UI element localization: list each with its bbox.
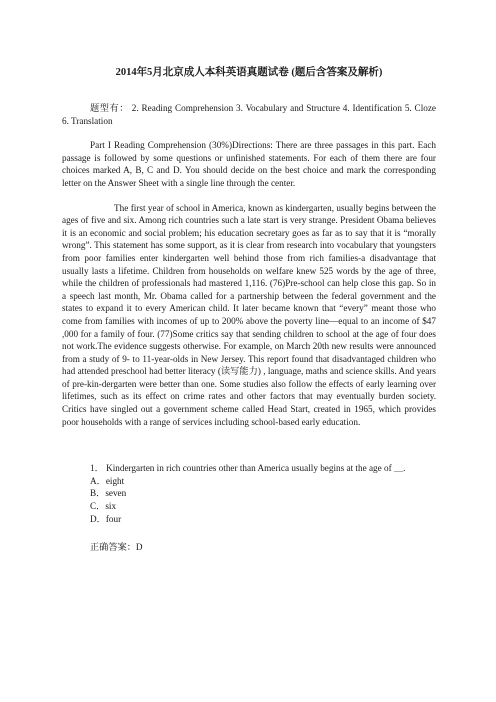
option-d: D．four [90,513,122,524]
question-stem [62,462,436,475]
correct-answer: 正确答案：D [90,542,143,553]
answer-options [90,475,436,525]
option-c: C．six [90,501,117,512]
document-title: 2014年5月北京成人本科英语真题试卷 (题后含答案及解析) [115,67,383,78]
option-a: A．eight [90,475,125,486]
question-types: 题型有： 2. Reading Comprehension 3. Vocabulary and Structure 4. Identification 5. Cloze 6. Translation [62,103,436,126]
question-1 [62,462,436,554]
question-number: 1． [90,463,104,474]
part1-directions: Part I Reading Comprehension (30%)Directions: There are three passages in this part. Each passage is followed by some questions or unfinished statements. For each of them there are four choices marked A, B, C and D. You should decide on the best choice and mark the corresponding letter on the Answer Sheet with a single line through the center. [62,140,436,188]
reading-passage: The first year of school in America, known as kindergarten, usually begins between the ages of five and six. Among rich countries such a late start is very strange. President Obama believes it is an economic and social problem; his education secretary goes as far as to say that it is “morally wrong”. This statement has some support, as it is clear from research into vocabulary that youngsters from poor families enter kindergarten well behind those from rich families-a disadvantage that usually lasts a lifetime. Children from households on welfare knew 525 words by the age of three, while the children of professionals had mastered 1,116. (76)Pre-school can help close this gap. So in a speech last month, Mr. Obama called for a partnership between the federal government and the states to expand it to every American child. It later became known that “every” meant those who come from families with incomes of up to 200% above the poverty line—equal to an income of $47 ,000 for a family of four. (77)Some critics say that sending children to school at the age of four does not work.The evidence suggests otherwise. For example, on March 20th new results were announced from a study of 9- to 11-year-olds in New Jersey. This report found that disadvantaged children who had attended preschool had better literacy (读写能力) , language, maths and science skills. And years of pre-kin-dergarten were better than one. Some studies also follow the effects of early learning over lifetimes, such as its effect on crime rates and other factors that may eventually burden society. Critics have singled out a government scheme called Head Start, created in 1965, which provides poor households with a range of services including school-based early education. [62,202,436,427]
option-b: B．seven [90,488,127,499]
question-text: Kindergarten in rich countries other than America usually begins at the age of ＿. [106,463,406,474]
